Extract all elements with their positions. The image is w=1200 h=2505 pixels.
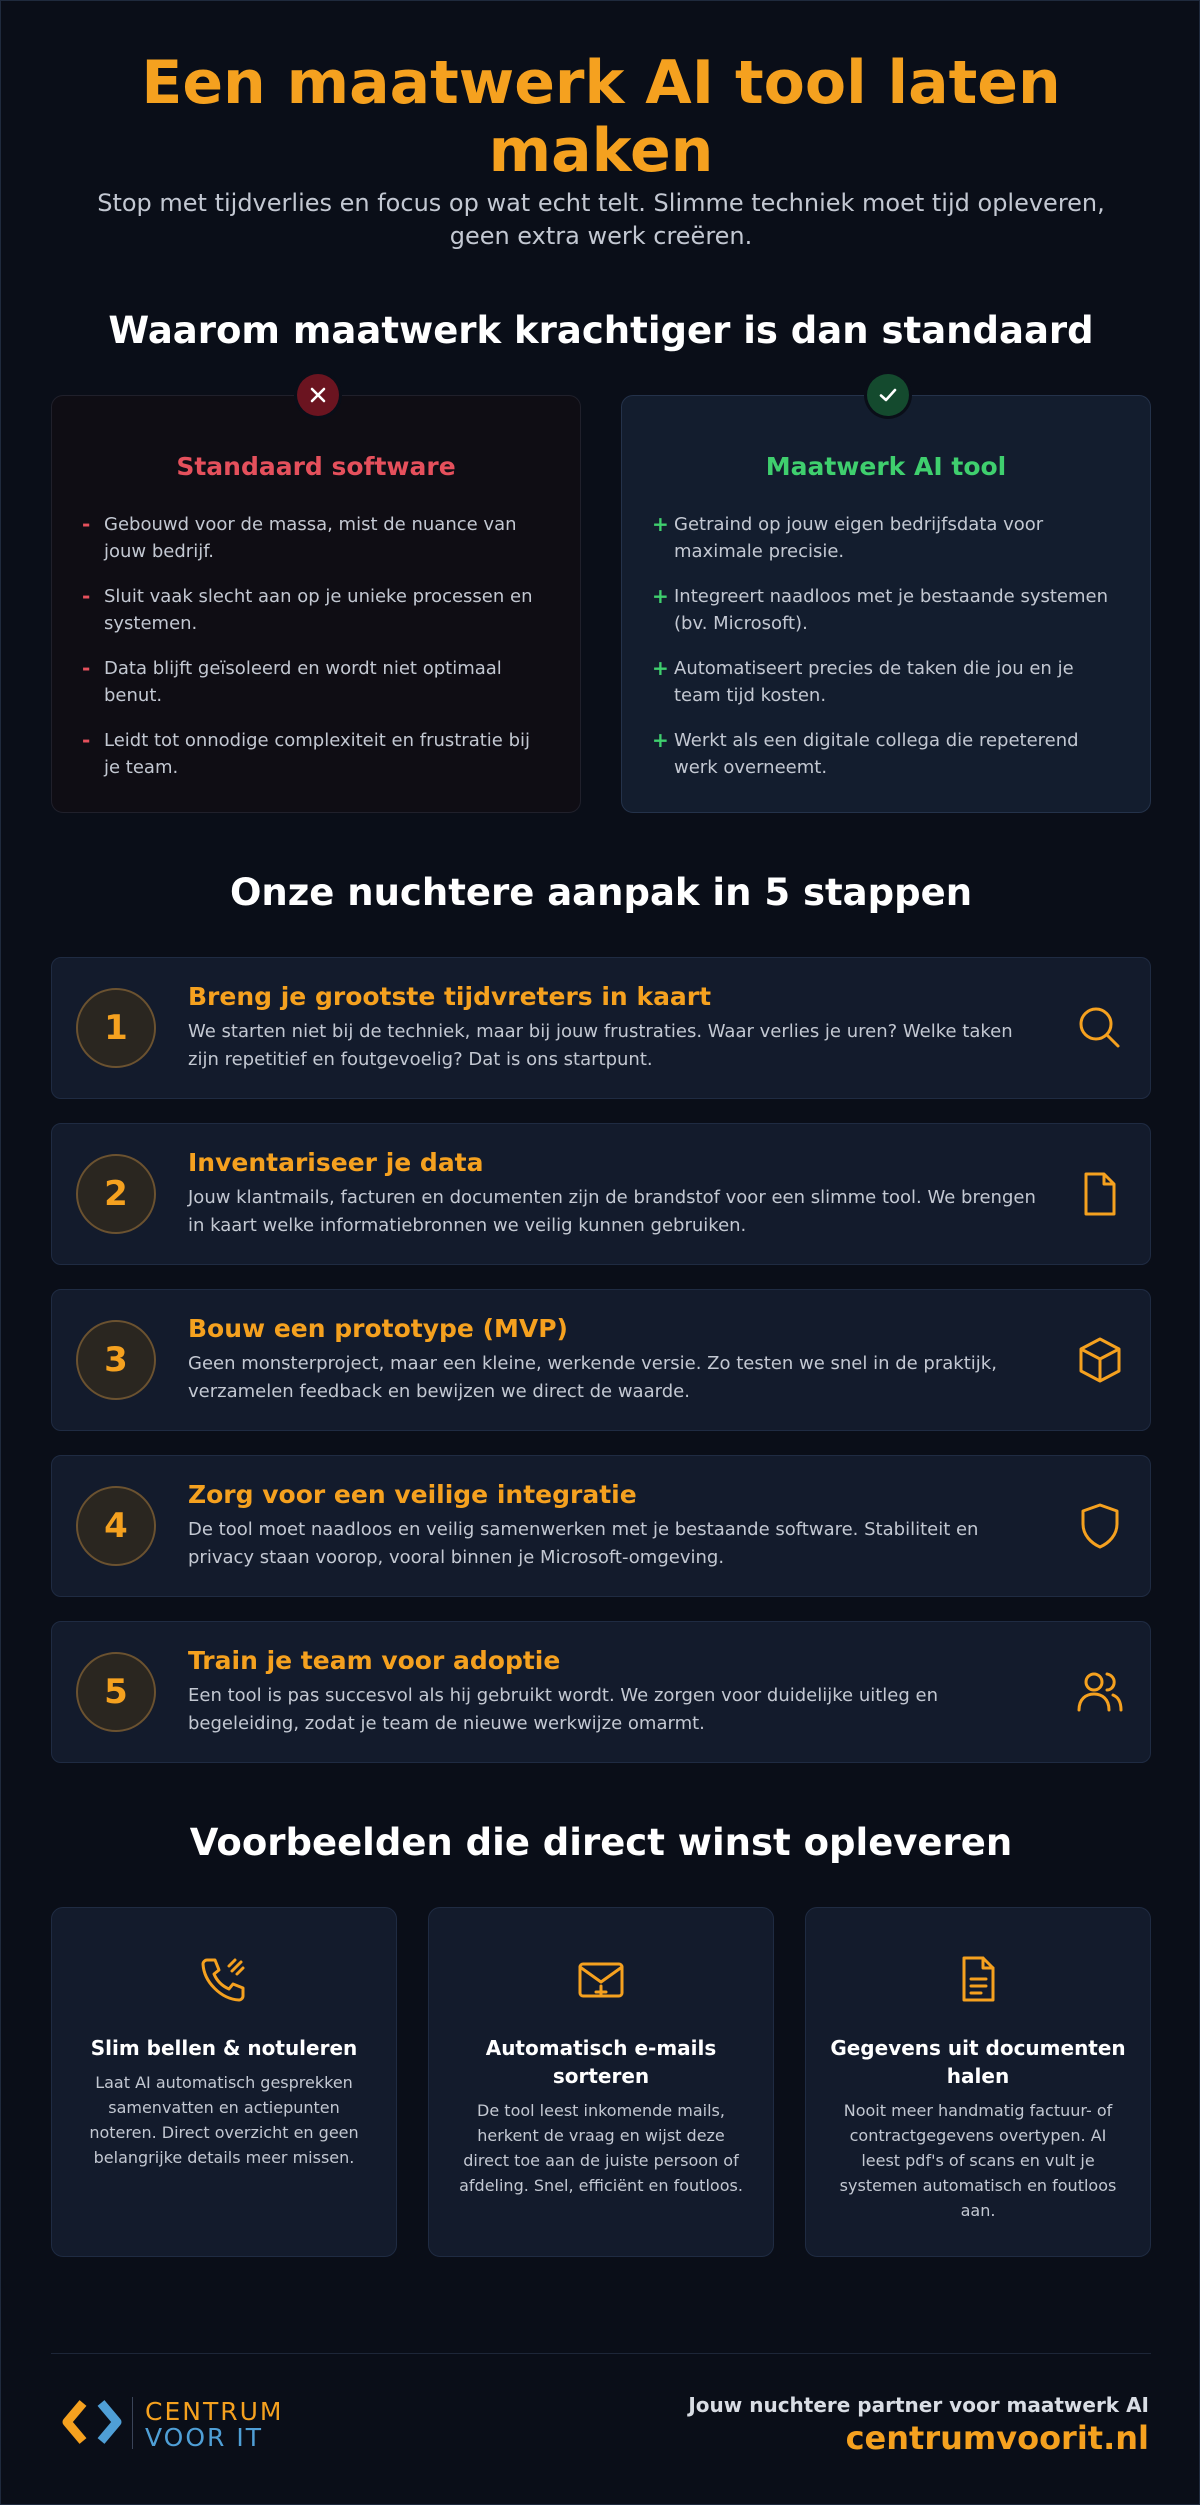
list-item-text: Automatiseert precies de taken die jou en je team tijd kosten.: [674, 658, 1074, 706]
footer-divider: [51, 2353, 1151, 2354]
step-title: Bouw een prototype (MVP): [188, 1314, 568, 1343]
phone-icon: [197, 1952, 251, 2006]
list-item-text: Gebouwd voor de massa, mist de nuance van jouw bedrijf.: [104, 514, 517, 562]
step-description: De tool moet naadloos en veilig samenwerken met je bestaande software. Stabiliteit en privacy staan voorop, vooral binnen je Microsoft-omgeving.: [188, 1519, 979, 1568]
users-icon: [1074, 1666, 1126, 1718]
minus-icon: -: [82, 656, 91, 680]
logo-text-primary: CENTRUM: [145, 2397, 284, 2426]
standard-software-card: [51, 395, 581, 813]
list-item-text: Integreert naadloos met je bestaande systemen (bv. Microsoft).: [674, 586, 1108, 634]
footer-tagline: Jouw nuchtere partner voor maatwerk AI: [688, 2393, 1149, 2417]
list-item: [82, 511, 550, 565]
minus-icon: -: [82, 728, 91, 752]
list-item-text: Sluit vaak slecht aan op je unieke processen en systemen.: [104, 586, 533, 634]
close-icon: [297, 374, 339, 416]
step-card-3: [51, 1289, 1151, 1431]
page-subtitle: Stop met tijdverlies en focus op wat echt telt. Slimme techniek moet tijd opleveren, geen extra werk creëren.: [97, 189, 1105, 250]
example-card-calls: [51, 1907, 397, 2257]
website-link[interactable]: centrumvoorit.nl: [845, 2419, 1149, 2457]
standard-software-heading: Standaard software: [176, 452, 456, 481]
check-icon: [867, 374, 909, 416]
plus-icon: +: [652, 512, 669, 536]
step-title: Breng je grootste tijdvreters in kaart: [188, 982, 712, 1011]
step-description: Een tool is pas succesvol als hij gebruikt wordt. We zorgen voor duidelijke uitleg en begeleiding, zodat je team de nieuwe werkwijze omarmt.: [188, 1685, 939, 1734]
step-number: 1: [76, 988, 156, 1068]
minus-icon: -: [82, 584, 91, 608]
step-card-5: [51, 1621, 1151, 1763]
step-number: 5: [76, 1652, 156, 1732]
step-title: Train je team voor adoptie: [188, 1646, 561, 1675]
step-number: 2: [76, 1154, 156, 1234]
search-icon: [1074, 1002, 1126, 1054]
logo-mark-icon: [61, 2393, 127, 2451]
examples-title: Voorbeelden die direct winst opleveren: [189, 1821, 1013, 1864]
example-title: Slim bellen & notuleren: [90, 2036, 358, 2060]
logo-divider: [132, 2397, 133, 2449]
example-card-emails: [428, 1907, 774, 2257]
example-card-documents: [805, 1907, 1151, 2257]
list-item: [652, 655, 1120, 709]
plus-icon: +: [652, 728, 669, 752]
list-item-text: Data blijft geïsoleerd en wordt niet optimaal benut.: [104, 658, 502, 706]
standard-software-list: [82, 511, 550, 781]
example-description: Nooit meer handmatig factuur- of contractgegevens overtypen. AI leest pdf's of scans en vult je systemen automatisch en foutloos aan.: [839, 2101, 1117, 2220]
list-item-text: Leidt tot onnodige complexiteit en frustratie bij je team.: [104, 730, 531, 778]
step-description: We starten niet bij de techniek, maar bij jouw frustraties. Waar verlies je uren? Welke taken zijn repetitief en foutgevoelig? Dat is ons startpunt.: [188, 1021, 1013, 1070]
list-item: [652, 583, 1120, 637]
company-logo: [61, 2393, 321, 2451]
example-title: Gegevens uit documenten halen: [830, 2036, 1126, 2088]
file-icon: [1074, 1168, 1126, 1220]
list-item: [82, 655, 550, 709]
step-description: Geen monsterproject, maar een kleine, werkende versie. Zo testen we snel in de praktijk, verzamelen feedback en bewijzen we direct de waarde.: [188, 1353, 997, 1402]
step-title: Zorg voor een veilige integratie: [188, 1480, 637, 1509]
comparison-title: Waarom maatwerk krachtiger is dan standaard: [108, 309, 1094, 352]
list-item: [82, 583, 550, 637]
plus-icon: +: [652, 656, 669, 680]
step-title: Inventariseer je data: [188, 1148, 484, 1177]
custom-ai-tool-list: [652, 511, 1120, 781]
logo-text-secondary: VOOR IT: [145, 2423, 263, 2452]
steps-title: Onze nuchtere aanpak in 5 stappen: [229, 871, 973, 914]
plus-icon: +: [652, 584, 669, 608]
mail-icon: [574, 1952, 628, 2006]
list-item: [82, 727, 550, 781]
step-number: 4: [76, 1486, 156, 1566]
page-title: Een maatwerk AI tool laten maken: [141, 48, 1061, 186]
box-icon: [1074, 1334, 1126, 1386]
example-title: Automatisch e-mails sorteren: [485, 2036, 717, 2088]
list-item: [652, 511, 1120, 565]
list-item-text: Werkt als een digitale collega die repeterend werk overneemt.: [674, 730, 1079, 778]
custom-ai-tool-card: [621, 395, 1151, 813]
step-card-4: [51, 1455, 1151, 1597]
custom-ai-tool-heading: Maatwerk AI tool: [765, 452, 1007, 481]
list-item: [652, 727, 1120, 781]
example-description: De tool leest inkomende mails, herkent de vraag en wijst deze direct toe aan de juiste persoon of afdeling. Snel, efficiënt en foutloos.: [459, 2101, 743, 2195]
list-item-text: Getraind op jouw eigen bedrijfsdata voor maximale precisie.: [674, 514, 1044, 562]
minus-icon: -: [82, 512, 91, 536]
step-card-1: [51, 957, 1151, 1099]
example-description: Laat AI automatisch gesprekken samenvatten en actiepunten noteren. Direct overzicht en geen belangrijke details meer missen.: [89, 2073, 359, 2167]
shield-icon: [1074, 1500, 1126, 1552]
step-number: 3: [76, 1320, 156, 1400]
document-icon: [951, 1952, 1005, 2006]
step-card-2: [51, 1123, 1151, 1265]
step-description: Jouw klantmails, facturen en documenten zijn de brandstof voor een slimme tool. We brengen in kaart welke informatiebronnen we veilig kunnen gebruiken.: [188, 1187, 1036, 1236]
